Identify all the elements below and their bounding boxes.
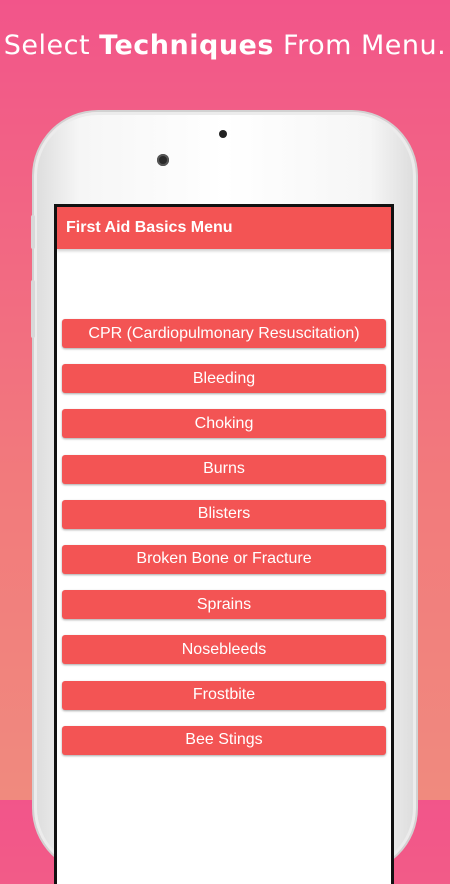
menu-button-burns[interactable] bbox=[62, 455, 386, 484]
app-screen bbox=[57, 207, 391, 884]
menu-button-broken-bone[interactable] bbox=[62, 545, 386, 574]
earpiece-dot bbox=[219, 130, 227, 138]
menu-button-label: Sprains bbox=[196, 595, 252, 613]
menu-button-cpr[interactable] bbox=[62, 319, 386, 348]
menu-button-choking[interactable] bbox=[62, 409, 386, 438]
front-camera-icon bbox=[157, 154, 169, 166]
phone-frame bbox=[34, 112, 416, 872]
app-title: First Aid Basics Menu bbox=[66, 219, 233, 236]
menu-button-label: Blisters bbox=[197, 505, 251, 523]
menu-button-label: Choking bbox=[194, 414, 254, 432]
menu-button-label: Frostbite bbox=[192, 686, 256, 703]
phone-screen bbox=[54, 204, 394, 884]
headline-suffix: From Menu. bbox=[273, 30, 447, 61]
technique-menu bbox=[62, 319, 386, 771]
menu-button-label: Broken Bone or Fracture bbox=[136, 550, 312, 568]
menu-button-sprains[interactable] bbox=[62, 590, 386, 619]
menu-button-label: Bleeding bbox=[192, 369, 256, 387]
menu-button-label: Bee Stings bbox=[185, 731, 263, 749]
menu-button-bleeding[interactable] bbox=[62, 364, 386, 393]
menu-button-label: CPR (Cardiopulmonary Resuscitation) bbox=[88, 324, 360, 342]
menu-button-label: Burns bbox=[203, 460, 245, 478]
menu-button-nosebleeds[interactable] bbox=[62, 635, 386, 664]
headline-bold: Techniques bbox=[99, 30, 274, 61]
phone-side-button bbox=[31, 280, 35, 338]
headline-prefix: Select bbox=[3, 30, 100, 61]
app-bar bbox=[57, 207, 391, 249]
phone-side-button bbox=[31, 215, 35, 249]
menu-button-frostbite[interactable] bbox=[62, 681, 386, 710]
menu-button-label: Nosebleeds bbox=[181, 640, 267, 658]
menu-button-bee-stings[interactable] bbox=[62, 726, 386, 755]
menu-button-blisters[interactable] bbox=[62, 500, 386, 529]
promo-headline bbox=[0, 30, 450, 61]
